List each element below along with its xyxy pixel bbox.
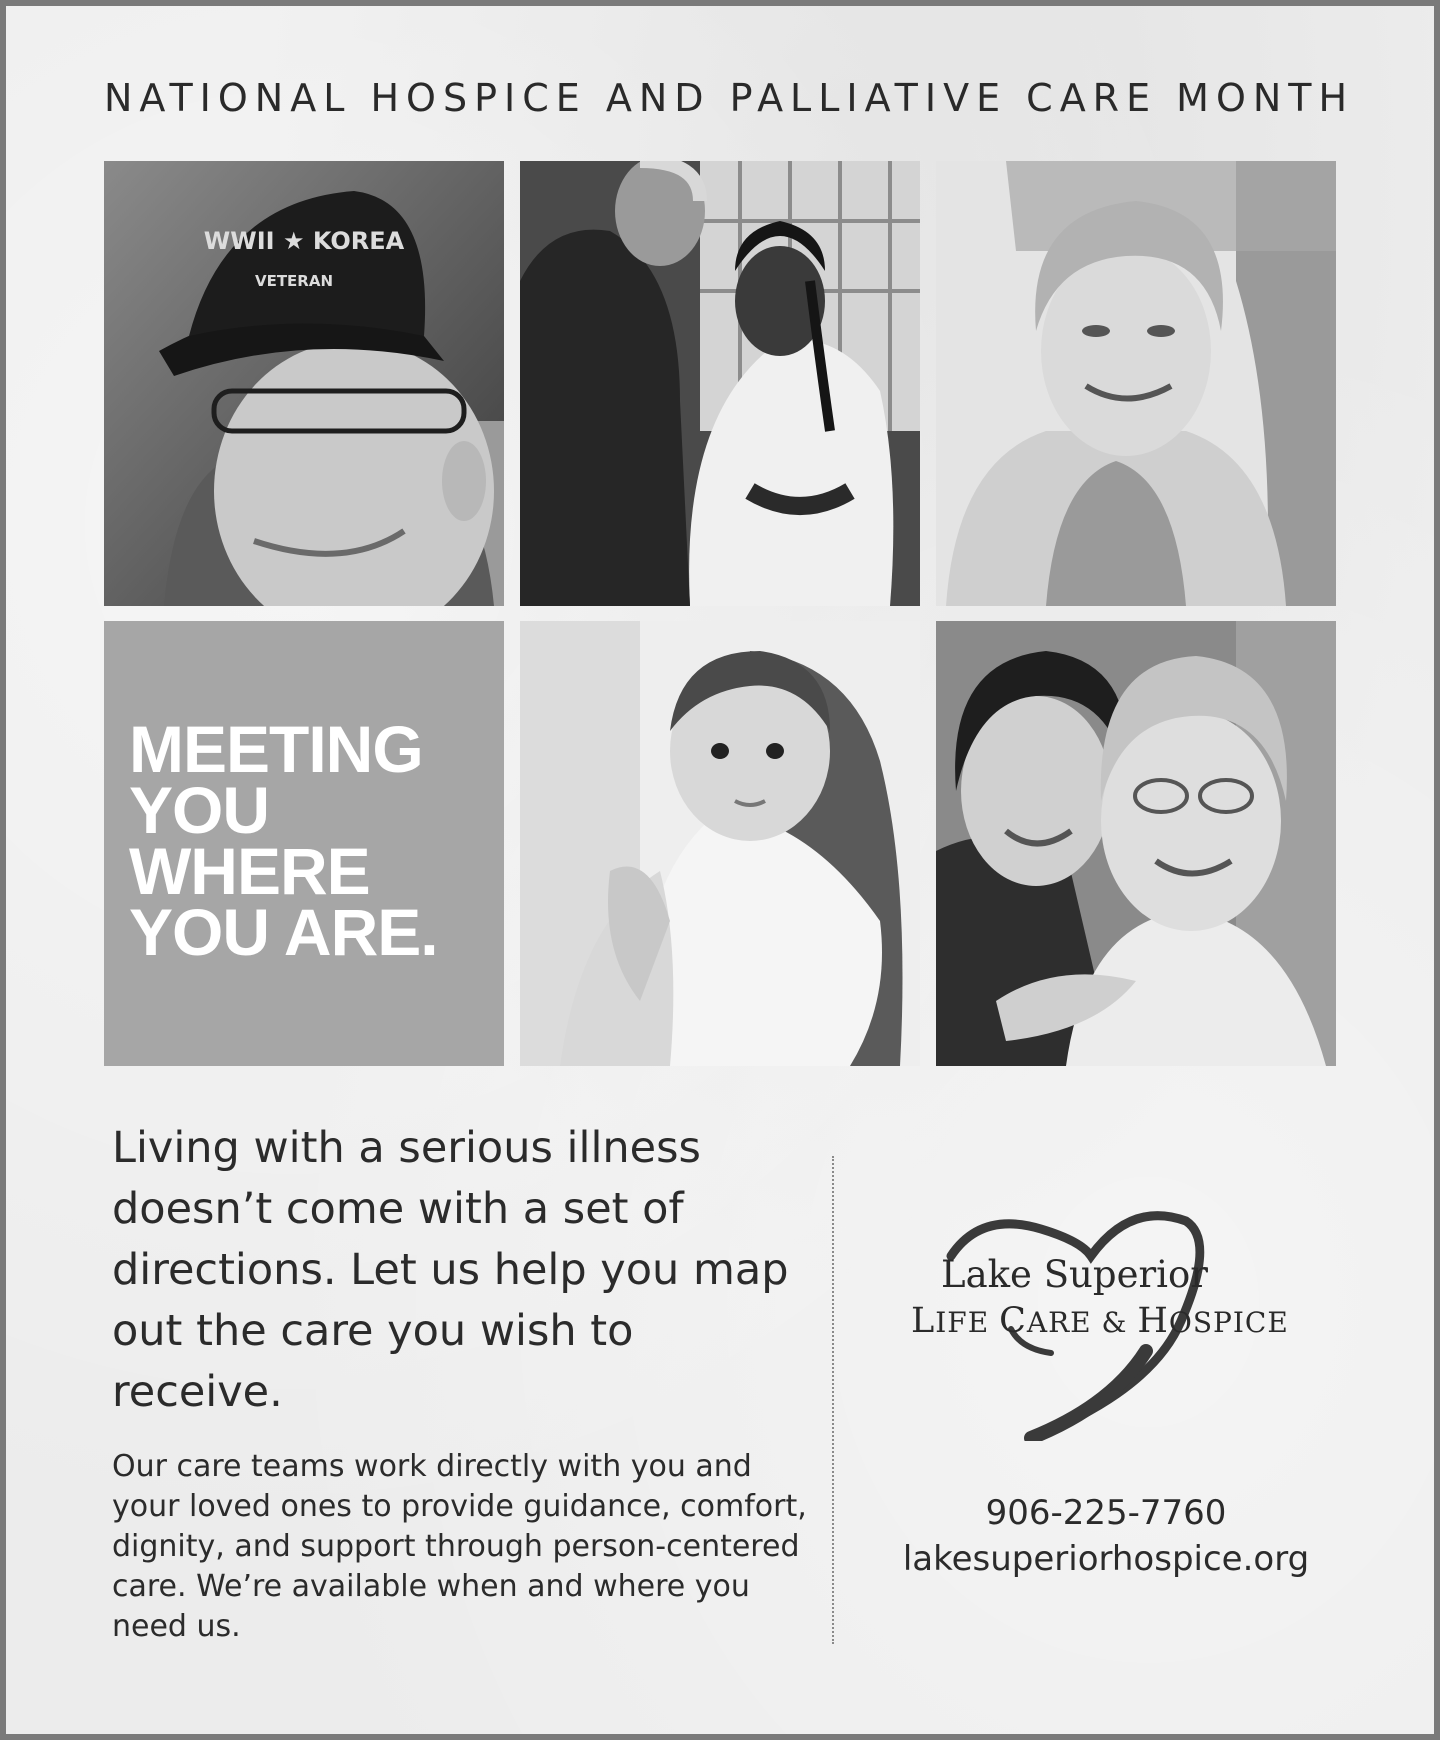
photo-baby-hug	[520, 621, 920, 1066]
logo-subtitle-initial: L	[911, 1301, 936, 1341]
dotted-divider	[832, 1156, 834, 1644]
headline-line: YOU	[129, 773, 270, 847]
veteran-cap-text-top: WWII ★ KOREA	[203, 227, 405, 255]
photo-two-women	[936, 621, 1336, 1066]
logo-subtitle-part: IFE	[935, 1306, 1000, 1339]
photo-smiling-woman	[936, 161, 1336, 606]
body-paragraph: Our care teams work directly with you and your loved ones to provide guidance, comfort, dignity, and support through person-centered care. We’re available when and where you need us.	[112, 1449, 807, 1644]
headline	[129, 712, 438, 969]
photo-veteran	[104, 161, 504, 606]
headline-line: WHERE	[129, 834, 370, 908]
headline-line: MEETING	[129, 712, 423, 786]
logo-subtitle-initial: H	[1137, 1301, 1169, 1341]
advertisement-page	[6, 6, 1434, 1734]
photo-nurse-visit	[520, 161, 920, 606]
phone-number[interactable]: 906-225-7760	[985, 1493, 1227, 1533]
photo-grid	[104, 161, 1344, 1067]
logo-name: Lake Superior	[941, 1253, 1208, 1296]
lead-paragraph: Living with a serious illness doesn’t come with a set of directions. Let us help you map out the care you wish to receive.	[112, 1123, 789, 1417]
logo-subtitle-part: OSPICE	[1168, 1306, 1289, 1339]
veteran-cap-text-bottom: VETERAN	[254, 272, 334, 290]
logo-subtitle-part: ARE &	[1026, 1306, 1138, 1339]
page-title: NATIONAL HOSPICE AND PALLIATIVE CARE MONTH	[104, 76, 1355, 120]
headline-tile	[104, 621, 504, 1066]
website-link[interactable]: lakesuperiorhospice.org	[902, 1539, 1310, 1579]
logo-subtitle	[911, 1301, 1289, 1341]
hospice-logo	[911, 1201, 1331, 1441]
logo-subtitle-initial: C	[999, 1301, 1027, 1341]
headline-line: YOU ARE.	[129, 895, 438, 969]
